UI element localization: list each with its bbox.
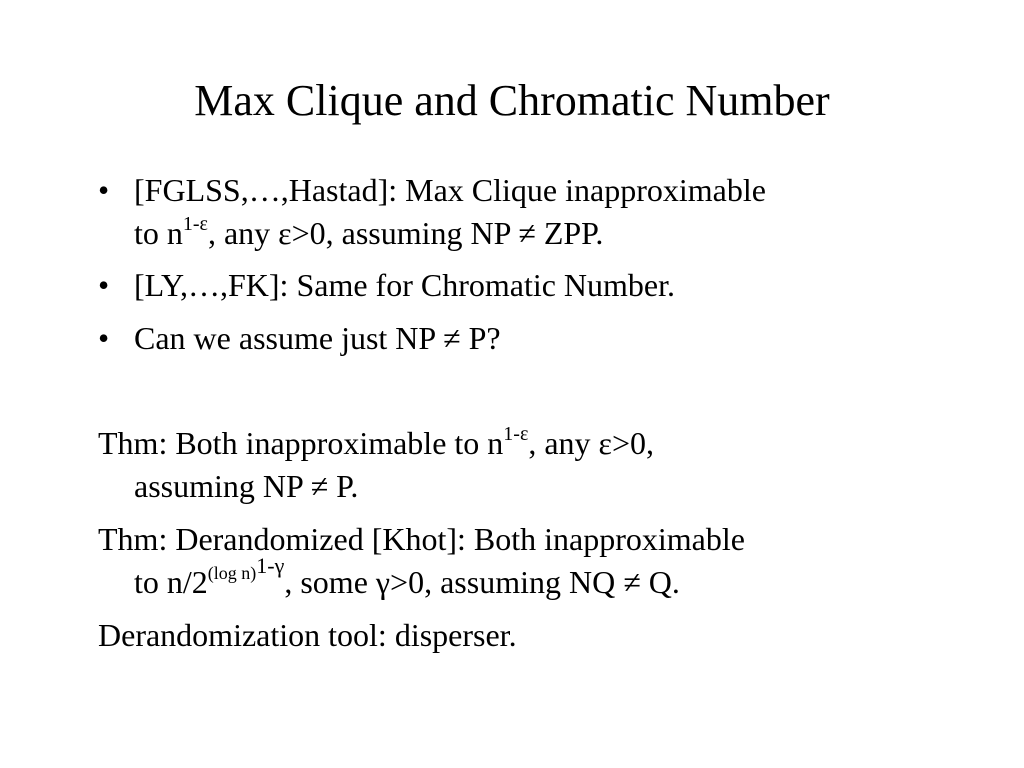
bullet-1-exponent: 1-ε xyxy=(182,213,208,236)
thm-2-text-a: to n/2 xyxy=(134,564,208,600)
thm-1-line-2: assuming NP ≠ P. xyxy=(134,468,359,504)
thm-2-text-b: , some γ>0, assuming NQ ≠ Q. xyxy=(284,564,680,600)
bullet-2-text: [LY,…,FK]: Same for Chromatic Number. xyxy=(134,267,676,303)
bullet-1-text-a: to n xyxy=(134,215,183,251)
thm-2-line-2 xyxy=(134,553,680,601)
bullet-marker: • xyxy=(98,320,110,356)
bullet-marker: • xyxy=(98,267,110,303)
thm-2-line-1: Thm: Derandomized [Khot]: Both inapproximable xyxy=(98,521,745,557)
derandomization-tool: Derandomization tool: disperser. xyxy=(98,617,517,653)
thm-1-text-b: , any ε>0, xyxy=(528,425,655,461)
bullet-1-text-b: , any ε>0, assuming NP ≠ ZPP. xyxy=(207,215,604,251)
thm-2-exponent-gamma: 1-γ xyxy=(256,553,285,579)
thm-2-exponent-log: (log n) xyxy=(207,563,257,584)
bullet-3-text: Can we assume just NP ≠ P? xyxy=(134,320,501,356)
bullet-1-line-1: [FGLSS,…,Hastad]: Max Clique inapproximable xyxy=(134,172,766,208)
slide-title: Max Clique and Chromatic Number xyxy=(194,76,830,125)
thm-1-line-1 xyxy=(98,424,654,462)
thm-1-text-a: Thm: Both inapproximable to n xyxy=(98,425,504,461)
bullet-1-line-2 xyxy=(134,214,603,252)
bullet-marker: • xyxy=(98,172,110,208)
thm-1-exponent: 1-ε xyxy=(503,423,529,446)
